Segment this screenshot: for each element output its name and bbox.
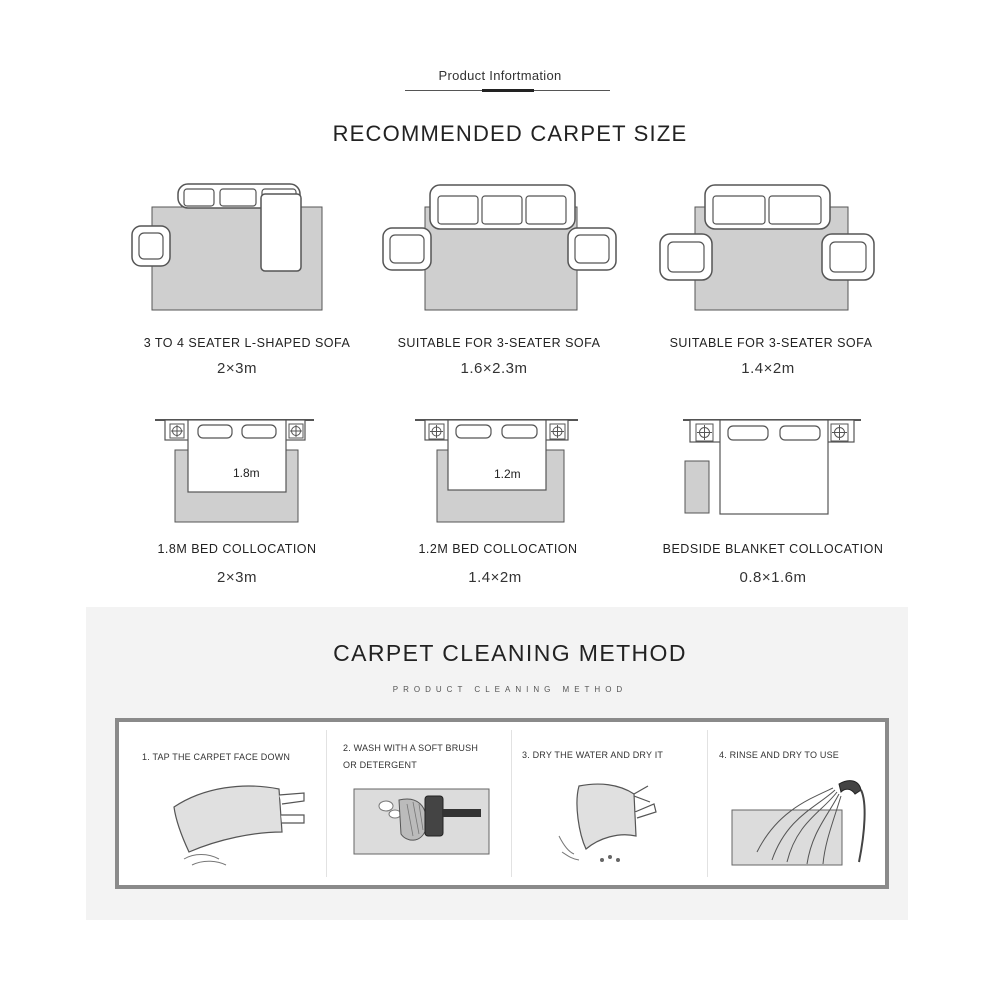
- step-divider: [707, 730, 708, 877]
- three-seater-sofa-diagram: [380, 180, 620, 315]
- step-3-text: 3. DRY THE WATER AND DRY IT: [522, 750, 664, 760]
- size-label-4: 1.8M BED COLLOCATION: [157, 542, 317, 556]
- cleaning-steps-frame: [115, 718, 889, 889]
- size-value-5: 1.4×2m: [468, 569, 522, 586]
- size-value-1: 2×3m: [217, 360, 257, 377]
- bed-size-label: 1.2m: [494, 467, 521, 481]
- bedside-blanket: [685, 461, 709, 513]
- size-label-1: 3 TO 4 SEATER L-SHAPED SOFA: [143, 336, 351, 350]
- heading-divider-accent: [482, 89, 534, 92]
- bed-size-label: 1.8m: [233, 466, 260, 480]
- cleaning-subtitle: PRODUCT CLEANING METHOD: [392, 685, 628, 694]
- product-information-heading: Product Infortmation: [438, 68, 562, 83]
- step-1-text: 1. TAP THE CARPET FACE DOWN: [142, 752, 291, 762]
- wash-brush-illustration: [351, 784, 501, 864]
- step-4-text: 4. RINSE AND DRY TO USE: [719, 750, 839, 760]
- size-value-2: 1.6×2.3m: [460, 360, 528, 377]
- tap-carpet-illustration: [164, 777, 314, 867]
- step-divider: [326, 730, 327, 877]
- size-label-2: SUITABLE FOR 3-SEATER SOFA: [397, 336, 601, 350]
- size-label-3: SUITABLE FOR 3-SEATER SOFA: [669, 336, 873, 350]
- l-shaped-sofa-diagram: [120, 180, 340, 315]
- bedside-blanket-diagram: [680, 414, 865, 526]
- dry-water-illustration: [544, 774, 694, 869]
- rinse-dry-illustration: [727, 772, 877, 872]
- recommended-size-title: RECOMMENDED CARPET SIZE: [332, 121, 688, 146]
- size-label-6: BEDSIDE BLANKET COLLOCATION: [662, 542, 884, 556]
- step-2-text: 2. WASH WITH A SOFT BRUSH: [343, 743, 479, 753]
- size-value-4: 2×3m: [217, 569, 257, 586]
- size-label-5: 1.2M BED COLLOCATION: [418, 542, 578, 556]
- cleaning-title: CARPET CLEANING METHOD: [333, 640, 687, 666]
- three-seater-compact-sofa-diagram: [655, 180, 895, 315]
- step-divider: [511, 730, 512, 877]
- step-2-text-line2: OR DETERGENT: [343, 760, 417, 770]
- size-value-3: 1.4×2m: [741, 360, 795, 377]
- chaise: [261, 194, 301, 271]
- size-value-6: 0.8×1.6m: [739, 569, 807, 586]
